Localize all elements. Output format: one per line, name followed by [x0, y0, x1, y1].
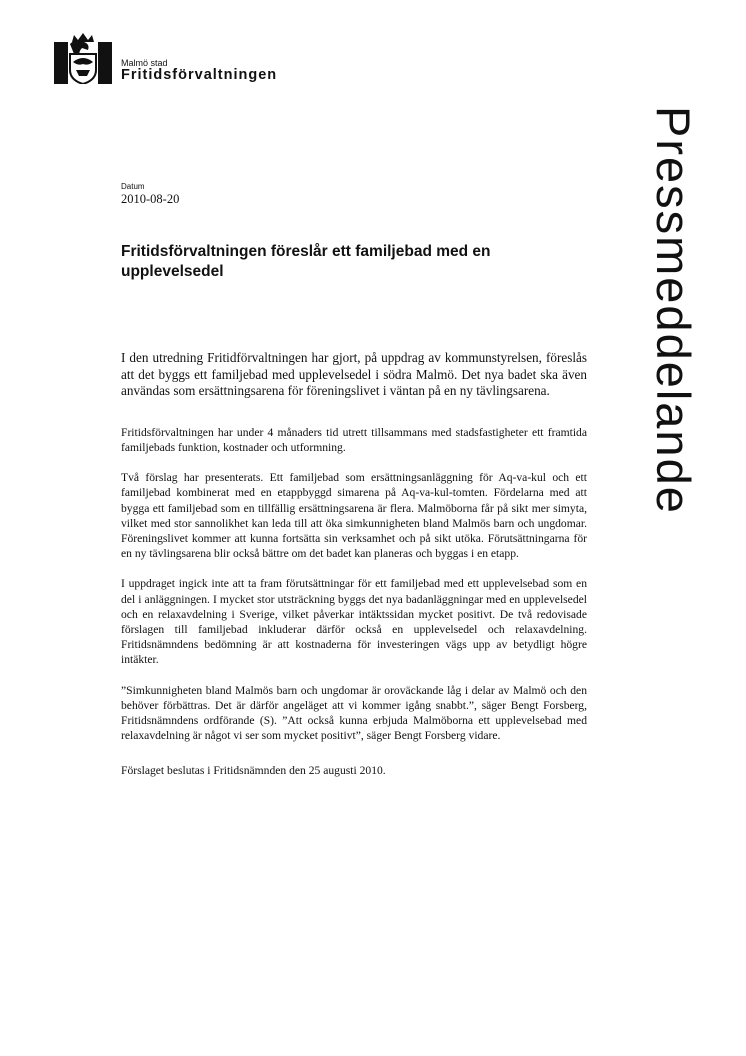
- quote-paragraph: ”Simkunnigheten bland Malmös barn och ungdomar är oroväckande låg i delar av Malmö och den behöver förbättras. Det är därför angeläget att vi kommer igång snabbt.”, säger Bengt Forsberg, Fritidsnämndens ordförande (S). ”Att också kunna erbjuda Malmöborna ett upplevelsebad med relaxavdelning är något vi ser som mycket positivt”, säger Bengt Forsberg vidare.: [121, 683, 587, 743]
- org-parent-name: Malmö stad: [121, 58, 168, 68]
- body-paragraph: Två förslag har presenterats. Ett familjebad som ersättningsanläggning för Aq-va-kul och ett familjebad kombinerat med en etappbyggd simarena på Aq-va-kul-tomten. Fördelarna med att bygga ett familjebad som en tillfällig ersättningsarena är flera. Malmöborna får på sikt mer simyta, vilket med stor sannolikhet kan leda till att öka simkunnigheten bland Malmös barn och ungdomar. Föreningslivet kommer att kunna fortsätta sin verksamhet och på sikt utöka. Förutsättningarna för en ny tävlingsarena blir också bättre om det badet kan planeras och byggas i en etapp.: [121, 471, 587, 561]
- lead-paragraph: I den utredning Fritidförvaltningen har gjort, på uppdrag av kommunstyrelsen, föreslås att det byggs ett familjebad med upplevelsedel i södra Malmö. Det nya badet ska även användas som ersättningsarena för föreningslivet i väntan på en ny tävlingsarena.: [121, 350, 587, 399]
- closing-paragraph: Förslaget beslutas i Fritidsnämnden den 25 augusti 2010.: [121, 764, 386, 778]
- press-release-title: Fritidsförvaltningen föreslår ett familjebad med en upplevelsedel: [121, 243, 491, 280]
- document-type-label: [637, 106, 709, 556]
- press-release-body: [121, 350, 587, 779]
- org-name: Fritidsförvaltningen: [121, 67, 278, 83]
- body-paragraph: Fritidsförvaltningen har under 4 månaders tid utrett tillsammans med stadsfastigheter ett framtida familjebads funktion, kostnader och utformning.: [121, 425, 587, 454]
- date-label: Datum: [121, 182, 145, 191]
- date-value: 2010-08-20: [121, 192, 180, 206]
- document-type-text: Pressmeddelande: [647, 106, 700, 515]
- body-paragraph: I uppdraget ingick inte att ta fram förutsättningar för ett familjebad med ett upplevelsebad som en del i anläggningen. I mycket stor utsträckning byggs det nya badanläggningar med en upplevelsedel och en relaxavdelning i Sverige, vilket påverkar intäktssidan mycket positivt. De två redovisade förslagen till familjebad inkluderar därför också en upplevelsedel och relaxavdelning. Fritidsnämndens bedömning är att kostnaderna för investeringen vägs upp av betydligt högre intäkter.: [121, 577, 587, 667]
- malmo-griffin-crest-icon: [54, 32, 114, 84]
